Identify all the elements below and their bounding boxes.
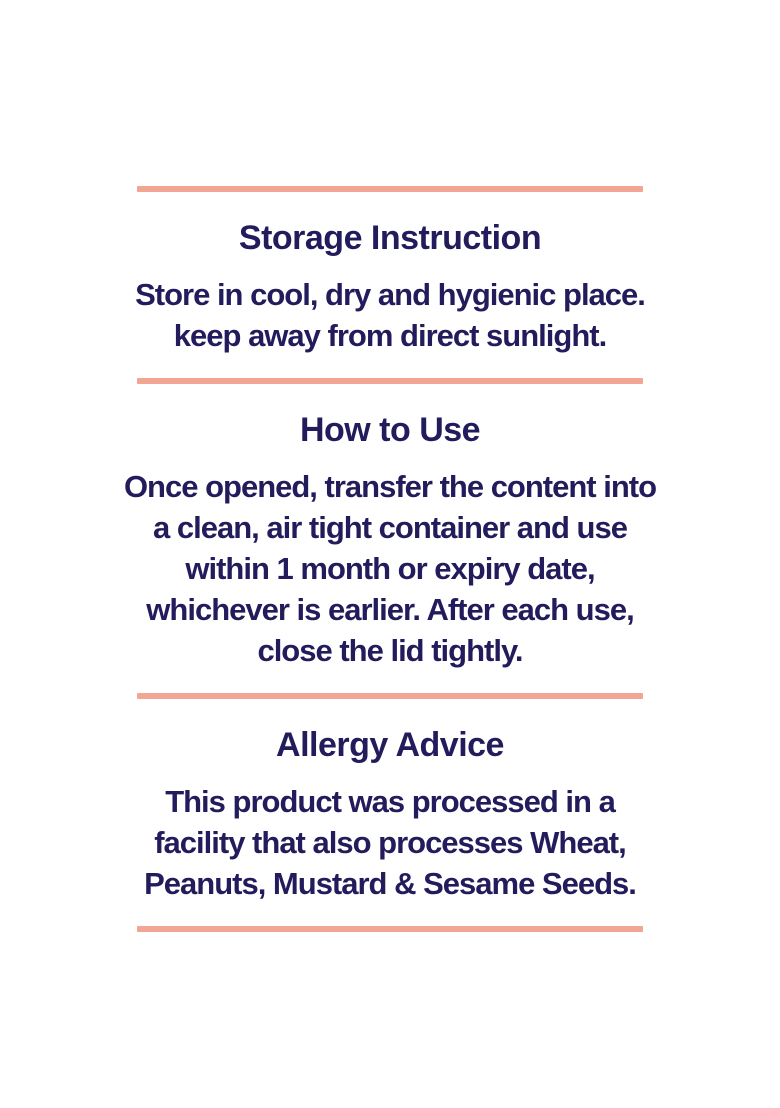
- allergy-advice-body: [60, 781, 720, 904]
- section-divider-bottom: [137, 926, 643, 932]
- how-to-use-heading: How to Use: [299, 411, 481, 449]
- body-line: whichever is earlier. After each use,: [146, 592, 634, 627]
- storage-instruction-body: [60, 274, 720, 356]
- body-line: close the lid tightly.: [257, 633, 523, 668]
- how-to-use-body: [60, 466, 720, 671]
- body-line: facility that also processes Wheat,: [154, 825, 626, 860]
- body-line: Peanuts, Mustard & Sesame Seeds.: [144, 866, 636, 901]
- body-line: a clean, air tight container and use: [153, 510, 627, 545]
- storage-instruction-heading: Storage Instruction: [238, 219, 542, 257]
- section-divider: [137, 693, 643, 699]
- body-line: within 1 month or expiry date,: [185, 551, 595, 586]
- body-line: This product was processed in a: [165, 784, 615, 819]
- body-line: Store in cool, dry and hygienic place.: [135, 277, 645, 312]
- allergy-advice-heading: Allergy Advice: [276, 726, 504, 764]
- section-divider: [137, 378, 643, 384]
- body-line: keep away from direct sunlight.: [173, 318, 607, 353]
- product-info-label: [60, 0, 720, 932]
- section-divider-top: [137, 186, 643, 192]
- body-line: Once opened, transfer the content into: [123, 469, 657, 504]
